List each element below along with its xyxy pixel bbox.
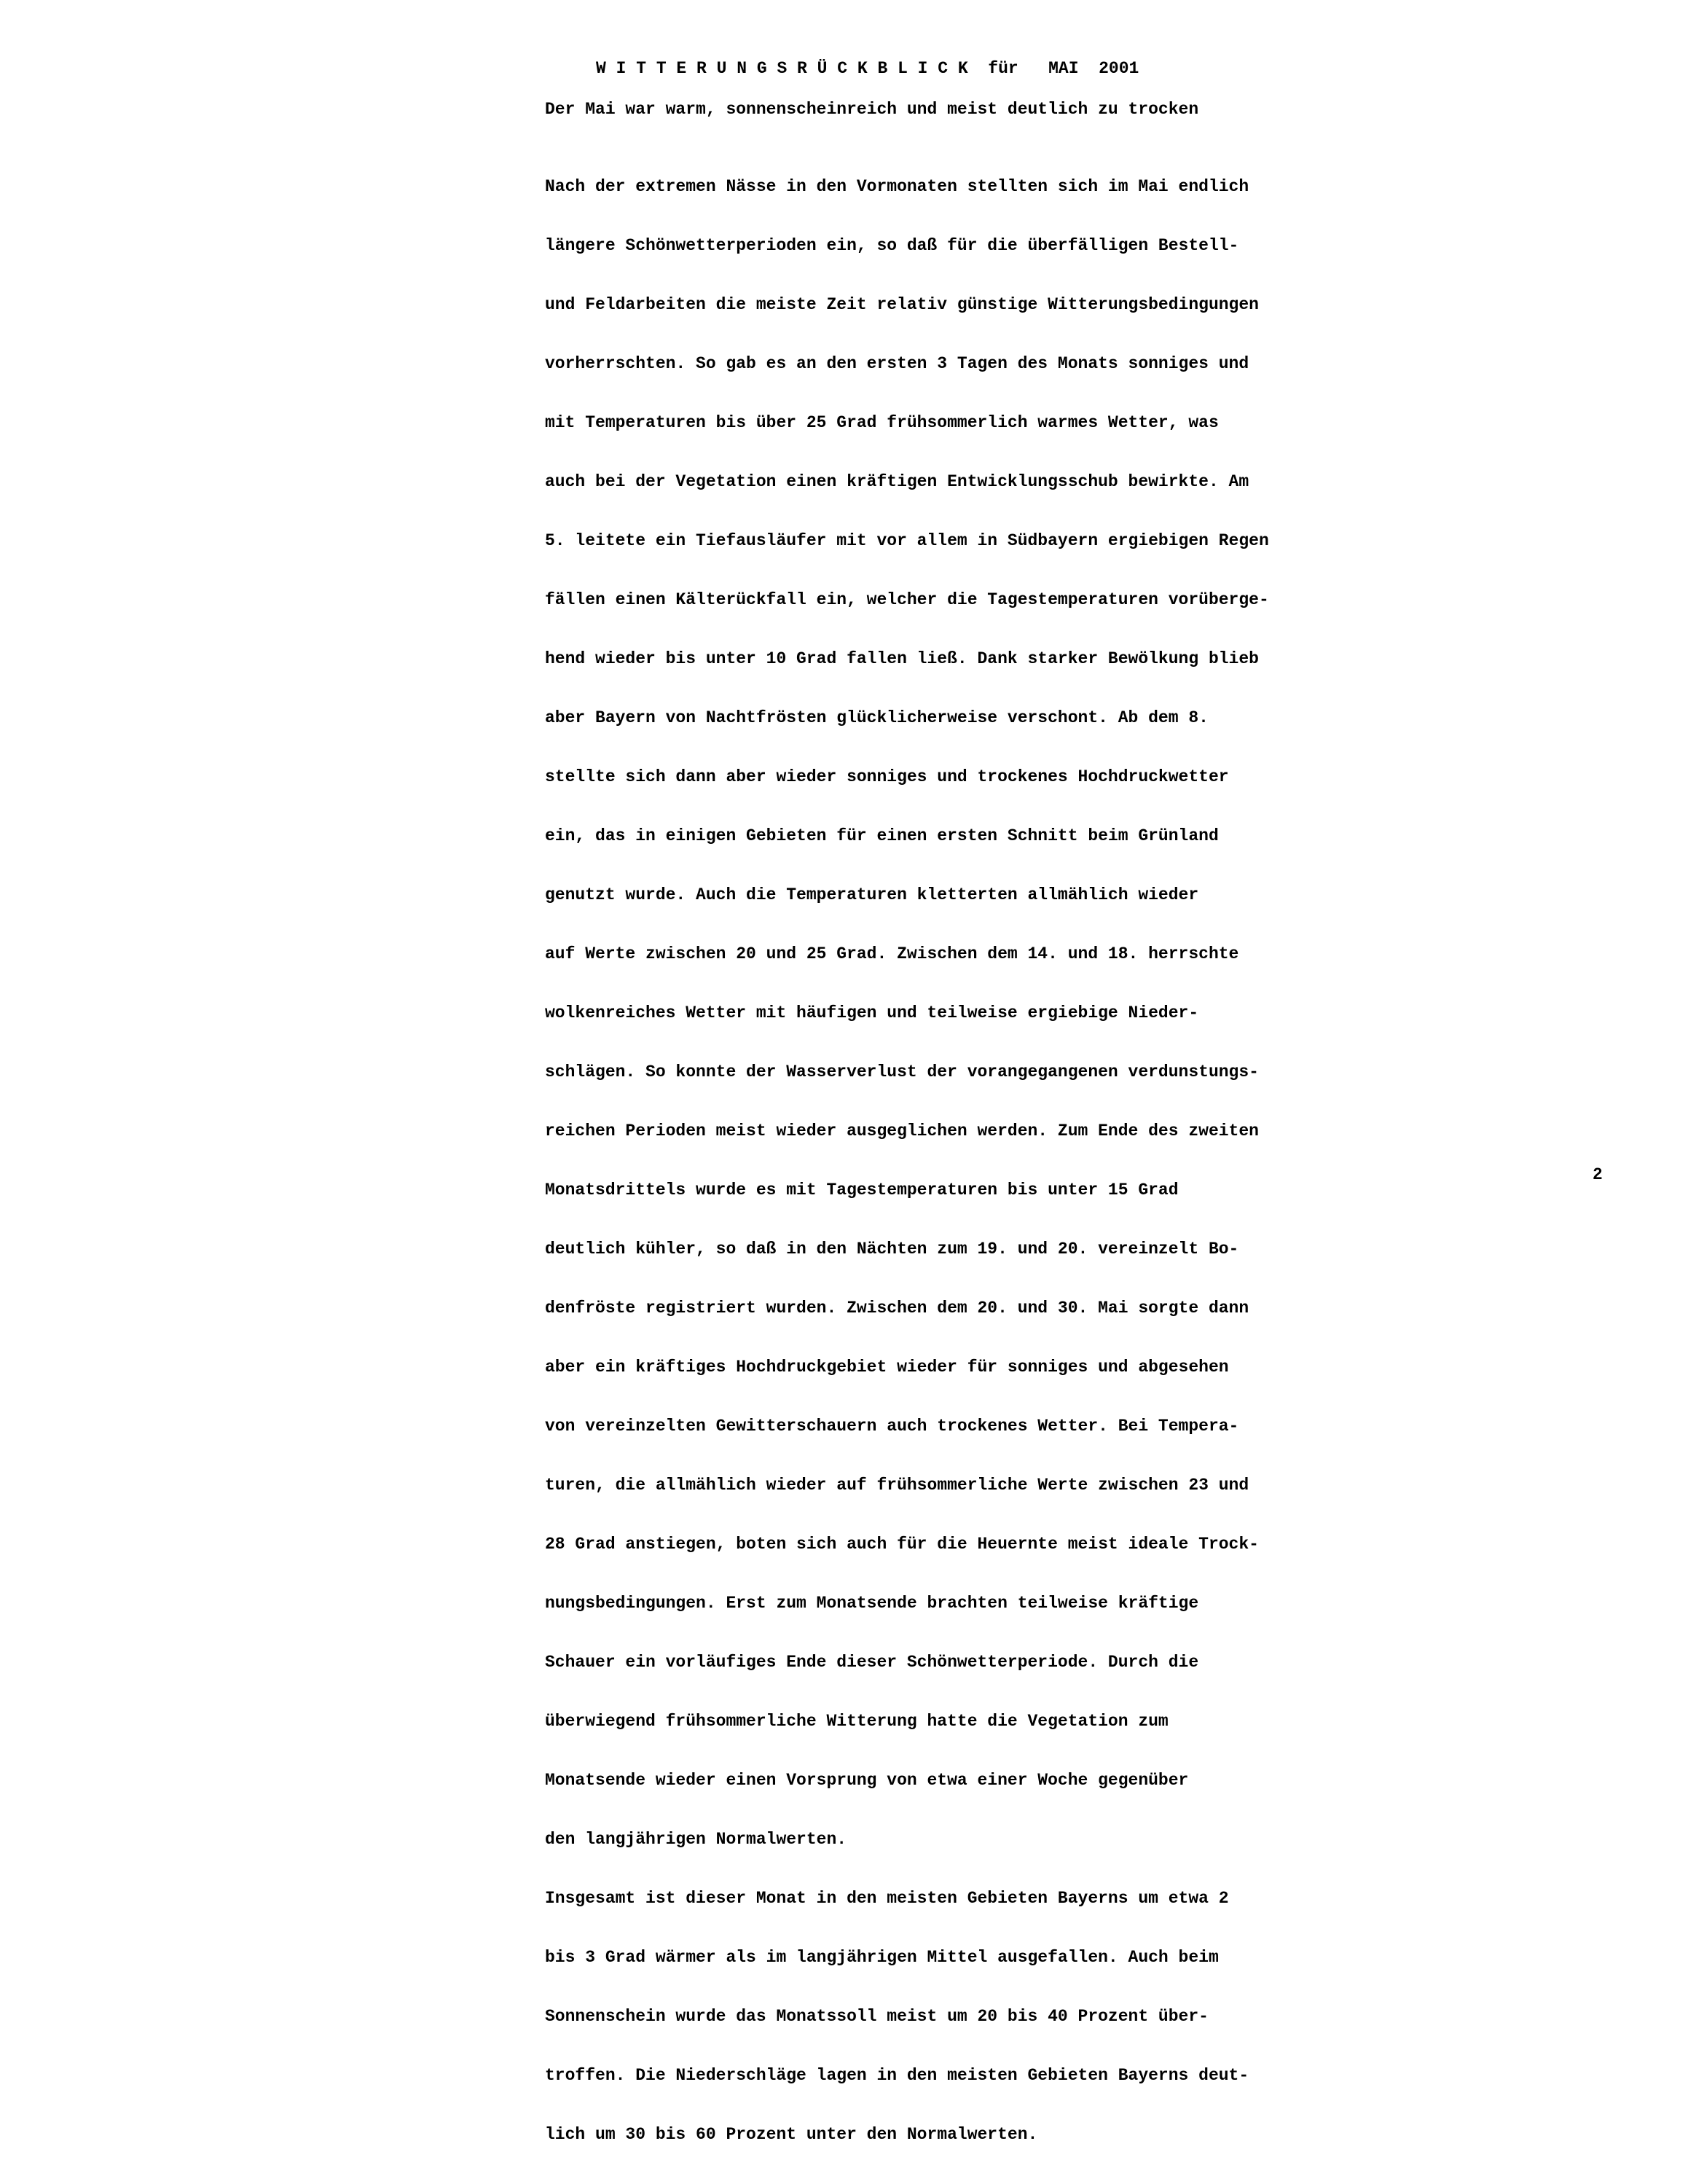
body-line: und Feldarbeiten die meiste Zeit relativ günstige Witterungsbedingungen	[545, 295, 1259, 314]
body-line: 5. leitete ein Tiefausläufer mit vor allem in Südbayern ergiebigen Regen	[545, 531, 1269, 550]
body-line: fällen einen Kälterückfall ein, welcher die Tagestemperaturen vorüberge-	[545, 590, 1269, 609]
body-line: ein, das in einigen Gebieten für einen ersten Schnitt beim Grünland	[545, 826, 1219, 845]
body-line: Schauer ein vorläufiges Ende dieser Schönwetterperiode. Durch die	[545, 1653, 1199, 1672]
body-line: hend wieder bis unter 10 Grad fallen ließ. Dank starker Bewölkung blieb	[545, 649, 1259, 668]
body-line: bis 3 Grad wärmer als im langjährigen Mittel ausgefallen. Auch beim	[545, 1948, 1219, 1967]
document-subtitle: Der Mai war warm, sonnenscheinreich und meist deutlich zu trocken	[545, 100, 1199, 119]
body-line: genutzt wurde. Auch die Temperaturen kletterten allmählich wieder	[545, 885, 1199, 904]
body-line: turen, die allmählich wieder auf frühsommerliche Werte zwischen 23 und	[545, 1476, 1249, 1495]
body-line: aber Bayern von Nachtfrösten glücklicherweise verschont. Ab dem 8.	[545, 708, 1209, 727]
body-line: Sonnenschein wurde das Monatssoll meist um 20 bis 40 Prozent über-	[545, 2007, 1209, 2026]
body-line: vorherrschten. So gab es an den ersten 3 Tagen des Monats sonniges und	[545, 354, 1249, 373]
body-line: stellte sich dann aber wieder sonniges und trockenes Hochdruckwetter	[545, 767, 1229, 786]
page-number: 2	[1593, 1165, 1603, 1184]
body-line: Monatsdrittels wurde es mit Tagestemperaturen bis unter 15 Grad	[545, 1181, 1179, 1199]
body-line: Nach der extremen Nässe in den Vormonaten stellten sich im Mai endlich	[545, 177, 1249, 196]
body-line: deutlich kühler, so daß in den Nächten zum 19. und 20. vereinzelt Bo-	[545, 1240, 1239, 1259]
body-line: auch bei der Vegetation einen kräftigen Entwicklungsschub bewirkte. Am	[545, 472, 1249, 491]
body-line: lich um 30 bis 60 Prozent unter den Normalwerten.	[545, 2125, 1038, 2144]
body-line: mit Temperaturen bis über 25 Grad frühsommerlich warmes Wetter, was	[545, 413, 1219, 432]
body-line: wolkenreiches Wetter mit häufigen und teilweise ergiebige Nieder-	[545, 1003, 1199, 1022]
body-line: troffen. Die Niederschläge lagen in den meisten Gebieten Bayerns deut-	[545, 2066, 1249, 2085]
body-line: den langjährigen Normalwerten.	[545, 1830, 847, 1849]
document-title: W I T T E R U N G S R Ü C K B L I C K für MAI 2001	[596, 59, 1139, 78]
body-line: Insgesamt ist dieser Monat in den meisten Gebieten Bayerns um etwa 2	[545, 1889, 1229, 1908]
body-line: reichen Perioden meist wieder ausgeglichen werden. Zum Ende des zweiten	[545, 1122, 1259, 1140]
document-body	[545, 138, 1269, 2184]
body-line: auf Werte zwischen 20 und 25 Grad. Zwischen dem 14. und 18. herrschte	[545, 944, 1239, 963]
body-line: Monatsende wieder einen Vorsprung von etwa einer Woche gegenüber	[545, 1771, 1189, 1790]
body-line: aber ein kräftiges Hochdruckgebiet wieder für sonniges und abgesehen	[545, 1358, 1229, 1377]
body-line: längere Schönwetterperioden ein, so daß für die überfälligen Bestell-	[545, 236, 1239, 255]
body-line: von vereinzelten Gewitterschauern auch trockenes Wetter. Bei Tempera-	[545, 1417, 1239, 1436]
body-line: 28 Grad anstiegen, boten sich auch für die Heuernte meist ideale Trock-	[545, 1535, 1259, 1554]
body-line: nungsbedingungen. Erst zum Monatsende brachten teilweise kräftige	[545, 1594, 1199, 1613]
body-line: denfröste registriert wurden. Zwischen dem 20. und 30. Mai sorgte dann	[545, 1299, 1249, 1318]
body-line: schlägen. So konnte der Wasserverlust der vorangegangenen verdunstungs-	[545, 1062, 1259, 1081]
body-line: überwiegend frühsommerliche Witterung hatte die Vegetation zum	[545, 1712, 1169, 1731]
